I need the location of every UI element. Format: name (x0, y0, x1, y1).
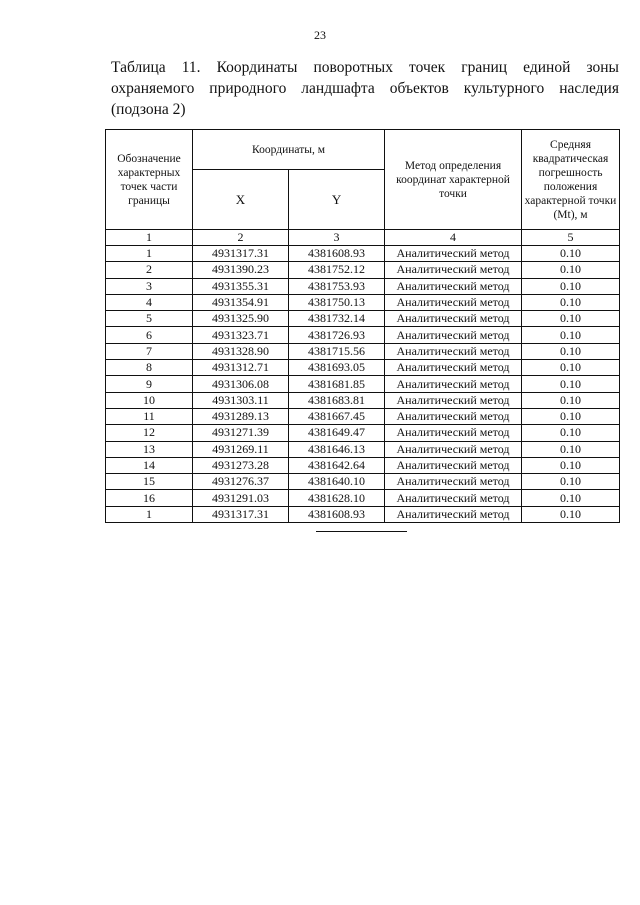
caption-word: поворотных (313, 59, 393, 76)
y-coordinate-cell: 4381693.05 (289, 360, 385, 376)
table-row (106, 311, 620, 327)
y-coordinate-cell: 4381649.47 (289, 425, 385, 441)
caption-line (111, 99, 619, 120)
point-number-cell: 15 (106, 474, 193, 490)
x-coordinate-cell: 4931390.23 (193, 262, 289, 278)
column-number: 2 (193, 230, 289, 246)
error-cell: 0.10 (522, 327, 620, 343)
error-cell: 0.10 (522, 506, 620, 522)
caption-word: Координаты (216, 59, 298, 76)
page-number: 23 (314, 28, 326, 42)
point-number-cell: 1 (106, 506, 193, 522)
error-cell: 0.10 (522, 490, 620, 506)
x-coordinate-cell: 4931306.08 (193, 376, 289, 392)
caption-line (111, 57, 619, 78)
caption-word: (подзона 2) (111, 101, 186, 118)
table-row (106, 376, 620, 392)
point-number-cell: 8 (106, 360, 193, 376)
error-cell: 0.10 (522, 294, 620, 310)
header-method: Метод определения координат характерной точки (385, 130, 522, 230)
table-row (106, 246, 620, 262)
error-cell: 0.10 (522, 474, 620, 490)
table-row (106, 506, 620, 522)
x-coordinate-cell: 4931273.28 (193, 457, 289, 473)
column-number: 1 (106, 230, 193, 246)
x-coordinate-cell: 4931271.39 (193, 425, 289, 441)
error-cell: 0.10 (522, 376, 620, 392)
method-cell: Аналитический метод (385, 311, 522, 327)
table-row (106, 343, 620, 359)
table-row (106, 457, 620, 473)
error-cell: 0.10 (522, 343, 620, 359)
table-row (106, 474, 620, 490)
point-number-cell: 5 (106, 311, 193, 327)
caption-word: зоны (586, 59, 619, 76)
y-coordinate-cell: 4381628.10 (289, 490, 385, 506)
column-numbers-row (106, 230, 620, 246)
point-number-cell: 9 (106, 376, 193, 392)
header-x: X (193, 170, 289, 230)
x-coordinate-cell: 4931312.71 (193, 360, 289, 376)
y-coordinate-cell: 4381608.93 (289, 506, 385, 522)
error-cell: 0.10 (522, 278, 620, 294)
header-error: Средняя квадратическая погрешность положения характерной точки (Mt), м (522, 130, 620, 230)
point-number-cell: 1 (106, 246, 193, 262)
table-row (106, 360, 620, 376)
table-row (106, 392, 620, 408)
point-number-cell: 11 (106, 408, 193, 424)
header-y: Y (289, 170, 385, 230)
method-cell: Аналитический метод (385, 294, 522, 310)
header-designation: Обозначение характерных точек части границы (106, 130, 193, 230)
point-number-cell: 2 (106, 262, 193, 278)
y-coordinate-cell: 4381640.10 (289, 474, 385, 490)
y-coordinate-cell: 4381681.85 (289, 376, 385, 392)
column-number: 4 (385, 230, 522, 246)
table-caption (111, 57, 619, 120)
error-cell: 0.10 (522, 457, 620, 473)
table-row (106, 425, 620, 441)
method-cell: Аналитический метод (385, 425, 522, 441)
table-row (106, 441, 620, 457)
caption-word: наследия (559, 80, 619, 97)
error-cell: 0.10 (522, 425, 620, 441)
y-coordinate-cell: 4381752.12 (289, 262, 385, 278)
x-coordinate-cell: 4931291.03 (193, 490, 289, 506)
method-cell: Аналитический метод (385, 474, 522, 490)
method-cell: Аналитический метод (385, 262, 522, 278)
y-coordinate-cell: 4381753.93 (289, 278, 385, 294)
x-coordinate-cell: 4931276.37 (193, 474, 289, 490)
table-body (106, 246, 620, 523)
y-coordinate-cell: 4381642.64 (289, 457, 385, 473)
x-coordinate-cell: 4931317.31 (193, 246, 289, 262)
x-coordinate-cell: 4931328.90 (193, 343, 289, 359)
table-row (106, 490, 620, 506)
y-coordinate-cell: 4381732.14 (289, 311, 385, 327)
caption-line (111, 78, 619, 99)
point-number-cell: 14 (106, 457, 193, 473)
caption-word: Таблица (111, 59, 166, 76)
error-cell: 0.10 (522, 262, 620, 278)
method-cell: Аналитический метод (385, 376, 522, 392)
coordinates-table (105, 129, 620, 523)
method-cell: Аналитический метод (385, 392, 522, 408)
method-cell: Аналитический метод (385, 246, 522, 262)
point-number-cell: 13 (106, 441, 193, 457)
caption-word: объектов (389, 80, 449, 97)
y-coordinate-cell: 4381646.13 (289, 441, 385, 457)
x-coordinate-cell: 4931323.71 (193, 327, 289, 343)
y-coordinate-cell: 4381715.56 (289, 343, 385, 359)
method-cell: Аналитический метод (385, 506, 522, 522)
method-cell: Аналитический метод (385, 343, 522, 359)
x-coordinate-cell: 4931303.11 (193, 392, 289, 408)
caption-word: природного (209, 80, 287, 97)
method-cell: Аналитический метод (385, 457, 522, 473)
x-coordinate-cell: 4931289.13 (193, 408, 289, 424)
point-number-cell: 4 (106, 294, 193, 310)
method-cell: Аналитический метод (385, 327, 522, 343)
table-row (106, 262, 620, 278)
error-cell: 0.10 (522, 360, 620, 376)
caption-word: границ (461, 59, 508, 76)
header-coordinates: Координаты, м (193, 130, 385, 170)
footer-rule (316, 531, 407, 532)
column-number: 5 (522, 230, 620, 246)
point-number-cell: 10 (106, 392, 193, 408)
method-cell: Аналитический метод (385, 408, 522, 424)
method-cell: Аналитический метод (385, 278, 522, 294)
method-cell: Аналитический метод (385, 490, 522, 506)
x-coordinate-cell: 4931269.11 (193, 441, 289, 457)
caption-word: единой (523, 59, 571, 76)
point-number-cell: 3 (106, 278, 193, 294)
point-number-cell: 16 (106, 490, 193, 506)
point-number-cell: 7 (106, 343, 193, 359)
x-coordinate-cell: 4931355.31 (193, 278, 289, 294)
y-coordinate-cell: 4381608.93 (289, 246, 385, 262)
x-coordinate-cell: 4931317.31 (193, 506, 289, 522)
table-row (106, 327, 620, 343)
table-row (106, 294, 620, 310)
x-coordinate-cell: 4931325.90 (193, 311, 289, 327)
y-coordinate-cell: 4381683.81 (289, 392, 385, 408)
caption-word: культурного (463, 80, 545, 97)
y-coordinate-cell: 4381667.45 (289, 408, 385, 424)
caption-word: точек (409, 59, 446, 76)
method-cell: Аналитический метод (385, 360, 522, 376)
y-coordinate-cell: 4381726.93 (289, 327, 385, 343)
caption-word: ландшафта (301, 80, 375, 97)
point-number-cell: 6 (106, 327, 193, 343)
y-coordinate-cell: 4381750.13 (289, 294, 385, 310)
column-number: 3 (289, 230, 385, 246)
table-row (106, 408, 620, 424)
caption-word: 11. (181, 59, 201, 76)
error-cell: 0.10 (522, 311, 620, 327)
error-cell: 0.10 (522, 441, 620, 457)
error-cell: 0.10 (522, 246, 620, 262)
table-row (106, 278, 620, 294)
method-cell: Аналитический метод (385, 441, 522, 457)
error-cell: 0.10 (522, 392, 620, 408)
point-number-cell: 12 (106, 425, 193, 441)
error-cell: 0.10 (522, 408, 620, 424)
x-coordinate-cell: 4931354.91 (193, 294, 289, 310)
caption-word: охраняемого (111, 80, 195, 97)
